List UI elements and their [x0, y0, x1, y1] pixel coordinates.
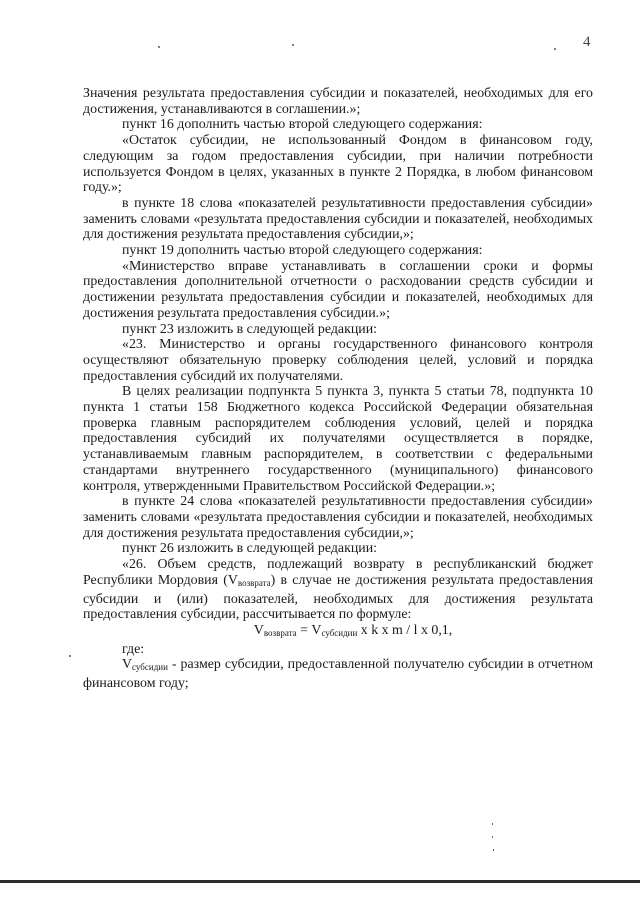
definition-vsubsidii — [83, 657, 593, 691]
formula-v: V — [253, 622, 264, 638]
paragraph: «23. Министерство и органы государственного финансового контроля осуществляют обязательную проверку соблюдения целей, условий и порядка предоставления субсидий их получателями. — [83, 337, 593, 384]
scan-edge-line — [0, 880, 640, 883]
formula-rhs-subscript: субсидии — [321, 627, 358, 638]
p26-before: «26. Объем средств, подлежащий возврату в республиканский бюджет Республики Мордовия (V — [83, 557, 593, 588]
definition-v: V — [122, 657, 133, 673]
scan-speck — [554, 48, 556, 50]
paragraph: «Остаток субсидии, не использованный Фондом в финансовом году, следующим за годом предоставления субсидии, при наличии потребности используется Фондом в целях, указанных в пункте 2 Порядка, в любом финансовом году.»; — [83, 133, 593, 196]
scan-speck — [292, 44, 294, 46]
paragraph: в пункте 24 слова «показателей результативности предоставления субсидии» заменить словами «результата предоставления субсидии и показателей, необходимых для достижения результата предоставления субсидии,»; — [83, 494, 593, 541]
formula-tail: x k x m / l x 0,1, — [357, 622, 453, 638]
scan-speck — [492, 823, 493, 825]
body-text — [83, 86, 593, 692]
scan-speck — [69, 655, 71, 657]
p26-after: ) в случае не достижения результата предоставления субсидии и (или) показателей, необходимых для достижения результата предоставления субсидии, рассчитывается по формуле: — [83, 572, 593, 623]
p26-subscript: возврата — [237, 577, 271, 588]
page-number: 4 — [583, 34, 591, 50]
definition-subscript: субсидии — [132, 662, 168, 673]
definition-text: - размер субсидии, предоставленной получателю субсидии в отчетном финансовом году; — [83, 657, 593, 692]
formula — [83, 623, 593, 642]
scan-speck — [493, 849, 494, 851]
paragraph: «Министерство вправе устанавливать в соглашении сроки и формы предоставления дополнительной отчетности о расходовании средств субсидии и достижении результата предоставления субсидии и показателей, необходимых для достижения результата предоставления субсидии.»; — [83, 258, 593, 321]
paragraph: пункт 26 изложить в следующей редакции: — [122, 541, 377, 557]
formula-lhs-subscript: возврата — [263, 627, 297, 638]
formula-eq: = V — [296, 622, 322, 638]
paragraph: пункт 23 изложить в следующей редакции: — [122, 321, 377, 337]
paragraph: Значения результата предоставления субсидии и показателей, необходимых для его достижения, устанавливаются в соглашении.»; — [83, 86, 593, 117]
scan-speck — [158, 46, 160, 48]
paragraph: в пункте 18 слова «показателей результативности предоставления субсидии» заменить словами «результата предоставления субсидии и показателей, необходимых для достижения результата предоставления субсидии,»; — [83, 195, 593, 243]
paragraph: В целях реализации подпункта 5 пункта 3, пункта 5 статьи 78, подпункта 10 пункта 1 статьи 158 Бюджетного кодекса Российской Федерации обязательная проверка главным распорядителем соблюдения условий, целей и порядка предоставления субсидий их получателями осуществляется в порядке, устанавливаемым главным распорядителем, в соответствии с федеральными стандартами внутреннего государственного (муниципального) финансового контроля, утвержденными Правительством Российской Федерации.»; — [83, 384, 593, 494]
paragraph: пункт 16 дополнить частью второй следующего содержания: — [122, 117, 483, 133]
paragraph: пункт 19 дополнить частью второй следующего содержания: — [122, 243, 483, 259]
scan-speck — [492, 836, 493, 838]
paragraph-26 — [83, 557, 593, 623]
where-label: где: — [122, 641, 145, 657]
